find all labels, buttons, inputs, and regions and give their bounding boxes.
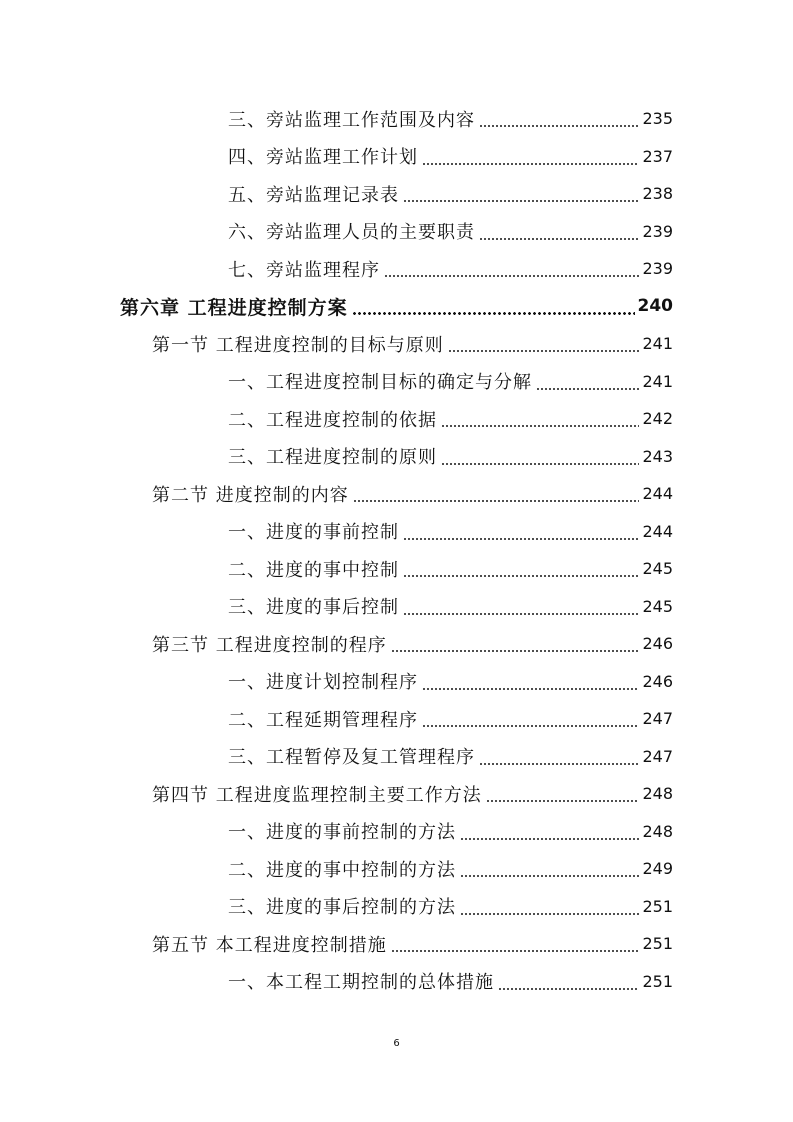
toc-entry-title: 二、进度的事中控制的方法 xyxy=(228,859,456,881)
toc-entry[interactable] xyxy=(228,250,673,287)
dot-leader xyxy=(460,838,639,840)
toc-entry[interactable] xyxy=(228,100,673,137)
toc-entry-title: 第二节 进度控制的内容 xyxy=(152,484,349,506)
toc-entry-title: 五、旁站监理记录表 xyxy=(228,184,399,206)
toc-entry-title: 三、工程暂停及复工管理程序 xyxy=(228,747,475,768)
toc-entry[interactable] xyxy=(228,138,673,175)
toc-entry-title: 第三节 工程进度控制的程序 xyxy=(152,634,387,656)
dot-leader xyxy=(384,275,639,277)
toc-entry-title: 七、旁站监理程序 xyxy=(228,259,380,281)
toc-entry-page: 237 xyxy=(642,146,673,166)
toc-entry-page: 247 xyxy=(642,746,673,766)
dot-leader xyxy=(441,463,639,465)
toc-entry-page: 239 xyxy=(642,221,673,241)
toc-entry[interactable] xyxy=(228,663,673,700)
toc-entry-page: 251 xyxy=(642,896,673,916)
toc-entry[interactable] xyxy=(228,888,673,925)
toc-entry-title: 三、进度的事后控制 xyxy=(228,597,399,618)
toc-entry-page: 244 xyxy=(642,521,673,541)
dot-leader xyxy=(441,425,639,427)
page-number: 6 xyxy=(393,1038,400,1049)
dot-leader xyxy=(403,538,639,540)
toc-entry-page: 248 xyxy=(642,784,673,803)
dot-leader xyxy=(352,312,635,315)
toc-entry-page: 245 xyxy=(642,596,673,616)
dot-leader xyxy=(391,950,640,952)
toc-entry[interactable] xyxy=(228,213,673,250)
toc-entry-page: 249 xyxy=(642,859,673,878)
dot-leader xyxy=(536,388,639,390)
dot-leader xyxy=(479,763,639,765)
dot-leader xyxy=(422,688,639,690)
toc-entry-title: 三、旁站监理工作范围及内容 xyxy=(228,109,475,131)
dot-leader xyxy=(422,163,639,165)
toc-entry[interactable] xyxy=(120,288,673,325)
toc-entry-title: 一、工程进度控制目标的确定与分解 xyxy=(228,372,532,393)
toc-entry[interactable] xyxy=(228,513,673,550)
toc-entry[interactable] xyxy=(228,700,673,737)
toc-entry-page: 246 xyxy=(642,634,673,653)
toc-entry[interactable] xyxy=(152,625,673,662)
toc-entry[interactable] xyxy=(228,550,673,587)
toc-entry-title: 三、工程进度控制的原则 xyxy=(228,447,437,468)
toc-entry[interactable] xyxy=(152,925,673,962)
toc-entry[interactable] xyxy=(228,738,673,775)
dot-leader xyxy=(403,575,639,577)
toc-entry-page: 241 xyxy=(642,334,673,353)
toc-entry-title: 第四节 工程进度监理控制主要工作方法 xyxy=(152,784,482,806)
toc-entry-page: 244 xyxy=(642,484,673,503)
toc-entry-title: 一、进度的事前控制 xyxy=(228,522,399,543)
toc-entry[interactable] xyxy=(228,588,673,625)
dot-leader xyxy=(479,125,639,127)
toc-entry-title: 第五节 本工程进度控制措施 xyxy=(152,934,387,956)
toc-entry-title: 三、进度的事后控制的方法 xyxy=(228,897,456,918)
dot-leader xyxy=(460,913,639,915)
toc-entry-title: 一、本工程工期控制的总体措施 xyxy=(228,972,494,993)
toc-entry-page: 241 xyxy=(642,371,673,391)
toc-entry-title: 第六章 工程进度控制方案 xyxy=(120,296,348,319)
dot-leader xyxy=(448,350,640,352)
dot-leader xyxy=(479,238,639,240)
table-of-contents xyxy=(0,100,793,1000)
toc-entry-title: 一、进度的事前控制的方法 xyxy=(228,822,456,843)
toc-entry[interactable] xyxy=(228,438,673,475)
toc-entry-page: 246 xyxy=(642,671,673,691)
dot-leader xyxy=(353,500,640,502)
toc-entry[interactable] xyxy=(152,325,673,362)
toc-entry-page: 248 xyxy=(642,821,673,841)
toc-entry-title: 二、进度的事中控制 xyxy=(228,559,399,581)
toc-entry[interactable] xyxy=(228,363,673,400)
toc-entry[interactable] xyxy=(228,963,673,1000)
toc-entry-page: 251 xyxy=(642,934,673,953)
dot-leader xyxy=(498,988,639,990)
toc-entry-title: 第一节 工程进度控制的目标与原则 xyxy=(152,334,444,356)
toc-entry-page: 251 xyxy=(642,971,673,991)
toc-entry-title: 六、旁站监理人员的主要职责 xyxy=(228,222,475,243)
toc-entry[interactable] xyxy=(152,475,673,512)
toc-entry-page: 245 xyxy=(642,559,673,578)
dot-leader xyxy=(403,200,639,202)
toc-entry-title: 四、旁站监理工作计划 xyxy=(228,147,418,168)
toc-entry-page: 247 xyxy=(642,709,673,728)
toc-entry-page: 238 xyxy=(642,184,673,203)
toc-entry[interactable] xyxy=(228,175,673,212)
dot-leader xyxy=(422,725,639,727)
dot-leader xyxy=(460,875,639,877)
toc-entry[interactable] xyxy=(152,775,673,812)
dot-leader xyxy=(486,800,640,802)
toc-entry-page: 239 xyxy=(642,259,673,278)
toc-entry-page: 240 xyxy=(637,296,673,316)
toc-entry[interactable] xyxy=(228,813,673,850)
toc-entry-title: 二、工程延期管理程序 xyxy=(228,709,418,731)
dot-leader xyxy=(403,613,639,615)
toc-entry-title: 二、工程进度控制的依据 xyxy=(228,409,437,431)
toc-entry[interactable] xyxy=(228,400,673,437)
toc-entry-page: 242 xyxy=(642,409,673,428)
dot-leader xyxy=(391,650,640,652)
toc-entry-title: 一、进度计划控制程序 xyxy=(228,672,418,693)
toc-entry-page: 235 xyxy=(642,109,673,128)
toc-entry-page: 243 xyxy=(642,446,673,466)
toc-entry[interactable] xyxy=(228,850,673,887)
